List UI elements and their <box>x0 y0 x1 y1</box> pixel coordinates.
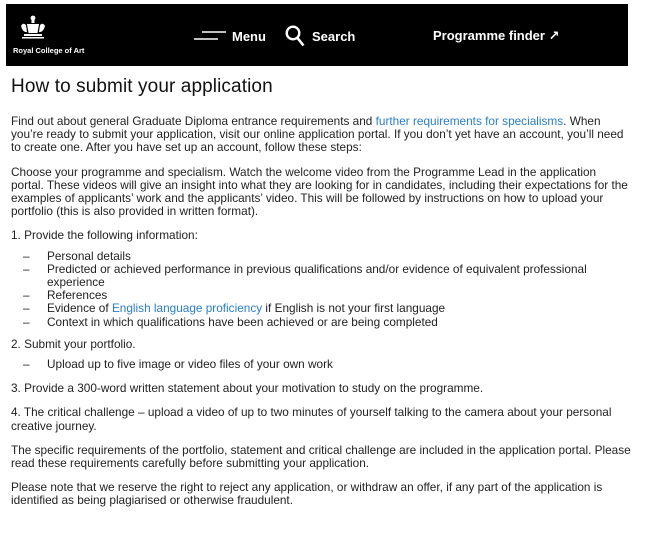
list-item-text: Context in which qualifications have been achieved or are being completed <box>47 314 438 329</box>
step-3-paragraph: 3. Provide a 300-word written statement about your motivation to study on the programme. <box>11 381 484 396</box>
menu-icon <box>192 29 226 43</box>
dash-marker: – <box>23 314 30 329</box>
programme-finder-link[interactable] <box>433 24 559 48</box>
dash-marker: – <box>23 357 30 372</box>
list-item-text-after: if English is not your first language <box>262 301 446 316</box>
dash-marker: – <box>23 248 30 263</box>
dash-marker: – <box>23 288 30 303</box>
main-content <box>11 76 631 519</box>
list-item-text: References <box>47 288 108 303</box>
requirements-paragraph: The specific requirements of the portfolio, statement and critical challenge are included in the application portal. Please read these requirements carefully before submitting your application. <box>11 442 631 471</box>
programme-finder-label: Programme finder ↗ <box>433 28 560 43</box>
list-item-text: Personal details <box>47 248 131 263</box>
step-2-list <box>11 358 631 371</box>
search-label: Search <box>312 28 356 44</box>
step-1-list <box>11 250 631 329</box>
step-1-heading: 1. Provide the following information: <box>11 228 198 243</box>
rca-logo[interactable] <box>13 14 103 58</box>
menu-label: Menu <box>232 28 266 44</box>
intro-paragraph <box>11 115 631 155</box>
step-2-heading: 2. Submit your portfolio. <box>11 336 136 351</box>
list-item-text: Upload up to five image or video files of your own work <box>47 357 333 372</box>
specialisms-link[interactable]: further requirements for specialisms <box>375 114 564 128</box>
intro-text-before: Find out about general Graduate Diploma entrance requirements and <box>11 114 376 128</box>
list-item-text-before: Evidence of <box>47 301 112 316</box>
page-title: How to submit your application <box>11 76 273 97</box>
dash-marker: – <box>23 301 30 316</box>
list-item <box>11 316 631 329</box>
list-item <box>11 358 631 371</box>
choose-paragraph: Choose your programme and specialism. Watch the welcome video from the Programme Lead in the application portal. These videos will give an insight into what they are looking for in candidates, including their expectations for the examples of applicants’ work and the applicants’ video. This will be followed by instructions on how to upload your portfolio (this is also provided in written format). <box>11 164 628 219</box>
logo-text: Royal College of Art <box>13 46 85 55</box>
list-item-text: Predicted or achieved performance in previous qualifications and/or evidence of equivalent professional experience <box>47 261 587 290</box>
menu-button[interactable] <box>192 24 266 48</box>
dash-marker: – <box>23 261 30 276</box>
search-icon <box>285 25 305 47</box>
crest-icon <box>18 14 48 40</box>
step-4-paragraph: 4. The critical challenge – upload a video of up to two minutes of yourself talking to the camera about your personal creative journey. <box>11 405 612 433</box>
note-paragraph: Please note that we reserve the right to reject any application, or withdraw an offer, if any part of the application is identified as being plagiarised or otherwise fraudulent. <box>11 480 603 508</box>
site-header <box>6 4 628 66</box>
list-item <box>11 263 631 289</box>
intro-text-after: . When you’re ready to submit your application, visit our online application portal. If you don’t yet have an account, you’ll need to create one. After you have set up an account, follow these steps: <box>11 114 624 155</box>
search-button[interactable] <box>285 24 355 48</box>
english-proficiency-link[interactable]: English language proficiency <box>111 301 263 316</box>
